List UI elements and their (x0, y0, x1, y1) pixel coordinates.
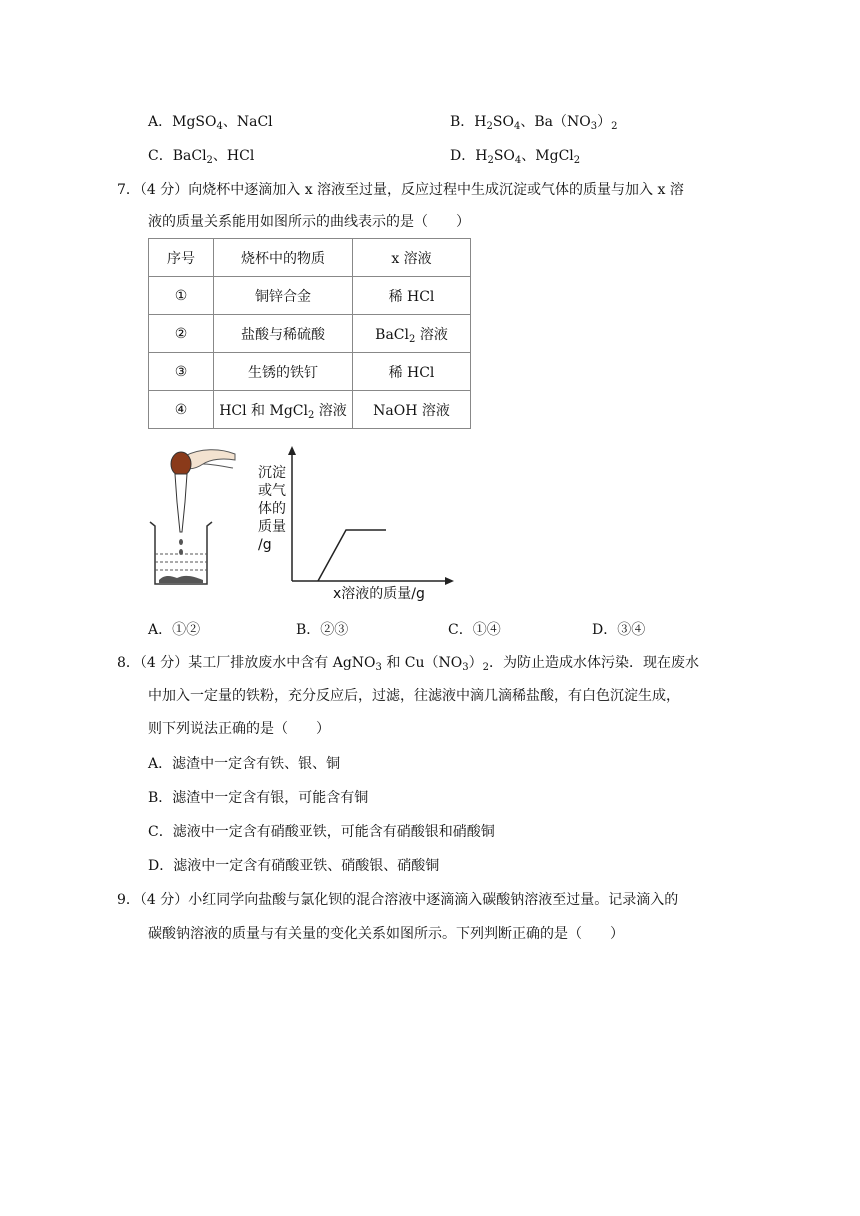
ylabel-line: 质量 (258, 519, 286, 535)
formula-part: 、MgCl (521, 148, 574, 164)
cell-no: ① (149, 277, 214, 315)
q7-option-d: D．③④ (592, 622, 646, 638)
cell-no: ② (149, 315, 214, 353)
subscript: 2 (486, 121, 493, 132)
subscript: 2 (487, 155, 494, 166)
cell-substance (214, 391, 353, 429)
table-row (149, 315, 471, 353)
cell-x: NaOH 溶液 (353, 391, 471, 429)
option-label: C． (148, 148, 173, 164)
formula-part: H (475, 148, 488, 164)
subscript: 3 (375, 662, 382, 673)
subscript: 3 (590, 121, 598, 132)
reaction-graph (286, 446, 456, 588)
q8-stem-line2: 中加入一定量的铁粉，充分反应后，过滤，往滤液中滴几滴稀盐酸，有白色沉淀生成， (148, 688, 680, 704)
q6-option-b (450, 112, 617, 132)
q8-stem-line3: 则下列说法正确的是（ ） (148, 721, 330, 737)
graph-y-arrow (288, 446, 296, 455)
formula-part: 、NaCl (222, 114, 273, 130)
formula-part: 、Ba（NO (520, 114, 591, 130)
cell-x: 稀 HCl (353, 277, 471, 315)
cell-x (353, 315, 471, 353)
q8-option-b: B．滤渣中一定含有银，可能含有铜 (148, 790, 369, 806)
subscript: 2 (482, 662, 489, 673)
subscript: 4 (514, 155, 522, 166)
q8-option-a: A．滤渣中一定含有铁、银、铜 (148, 756, 341, 772)
q6-option-c (148, 146, 254, 166)
q6-option-d (450, 146, 580, 166)
q7-table (148, 238, 471, 429)
header-no: 序号 (149, 239, 214, 277)
graph-x-arrow (445, 577, 454, 585)
subscript: 4 (513, 121, 521, 132)
q8-option-c: C．滤液中一定含有硝酸亚铁，可能含有硝酸银和硝酸铜 (148, 824, 495, 840)
header-x-solution: x 溶液 (353, 239, 471, 277)
formula-part: MgSO (172, 114, 217, 130)
option-label: B． (450, 114, 475, 130)
graph-ylabel (258, 464, 286, 554)
subscript: 2 (573, 155, 581, 166)
formula-part: 、HCl (212, 148, 255, 164)
q9-stem-line2: 碳酸钠溶液的质量与有关量的变化关系如图所示。下列判断正确的是（ ） (148, 926, 624, 942)
q7-stem-line2: 液的质量关系能用如图所示的曲线表示的是（ ） (148, 214, 470, 230)
graph-curve (318, 530, 386, 581)
subscript: 4 (216, 121, 223, 132)
option-label: D． (450, 148, 476, 164)
q8-option-d: D．滤液中一定含有硝酸亚铁、硝酸银、硝酸铜 (148, 858, 440, 874)
q8-stem-line1 (117, 653, 699, 673)
table-row (149, 391, 471, 429)
q9-stem-line1: 9．（4 分）小红同学向盐酸与氯化钡的混合溶液中逐滴滴入碳酸钠溶液至过量。记录滴入的 (117, 892, 679, 908)
formula-part: HCl 和 MgCl (219, 402, 308, 419)
cell-substance: 生锈的铁钉 (214, 353, 353, 391)
formula-part: H (474, 114, 487, 130)
subscript: 2 (206, 155, 213, 166)
q6-option-a (148, 112, 273, 132)
cell-substance: 铜锌合金 (214, 277, 353, 315)
header-substance: 烧杯中的物质 (214, 239, 353, 277)
cell-no: ④ (149, 391, 214, 429)
cell-substance: 盐酸与稀硫酸 (214, 315, 353, 353)
q7-option-a: A．①② (148, 622, 201, 638)
table-row (149, 277, 471, 315)
formula-part: SO (492, 114, 514, 130)
text-part: 8．（4 分）某工厂排放废水中含有 AgNO (117, 655, 376, 671)
ylabel-line: /g (258, 537, 272, 553)
subscript: 3 (462, 662, 469, 673)
table-header-row (149, 239, 471, 277)
option-label: A． (148, 114, 173, 130)
text-part: ．为防止造成水体污染．现在废水 (489, 655, 699, 671)
subscript: 2 (409, 333, 416, 345)
formula-part: ） (597, 114, 612, 130)
text-part: ） (468, 655, 483, 671)
cell-x: 稀 HCl (353, 353, 471, 391)
q7-option-c: C．①④ (448, 622, 501, 638)
subscript: 2 (307, 409, 315, 421)
q7-option-b: B．②③ (296, 622, 349, 638)
ylabel-line: 或气 (258, 483, 286, 499)
q7-stem-line1: 7．（4 分）向烧杯中逐滴加入 x 溶液至过量，反应过程中生成沉淀或气体的质量与加入 x 溶 (117, 182, 684, 198)
formula-part: BaCl (172, 148, 207, 164)
formula-part: 溶液 (314, 402, 347, 419)
formula-part: SO (493, 148, 515, 164)
formula-part: BaCl (375, 326, 409, 343)
graph-xlabel: x溶液的质量/g (333, 586, 425, 602)
ylabel-line: 沉淀 (258, 465, 286, 481)
cell-no: ③ (149, 353, 214, 391)
ylabel-line: 体的 (258, 501, 286, 517)
subscript: 2 (611, 121, 618, 132)
table-row (149, 353, 471, 391)
text-part: 和 Cu（NO (381, 655, 463, 671)
beaker-dropper-illustration (145, 442, 245, 597)
formula-part: 溶液 (415, 326, 448, 343)
